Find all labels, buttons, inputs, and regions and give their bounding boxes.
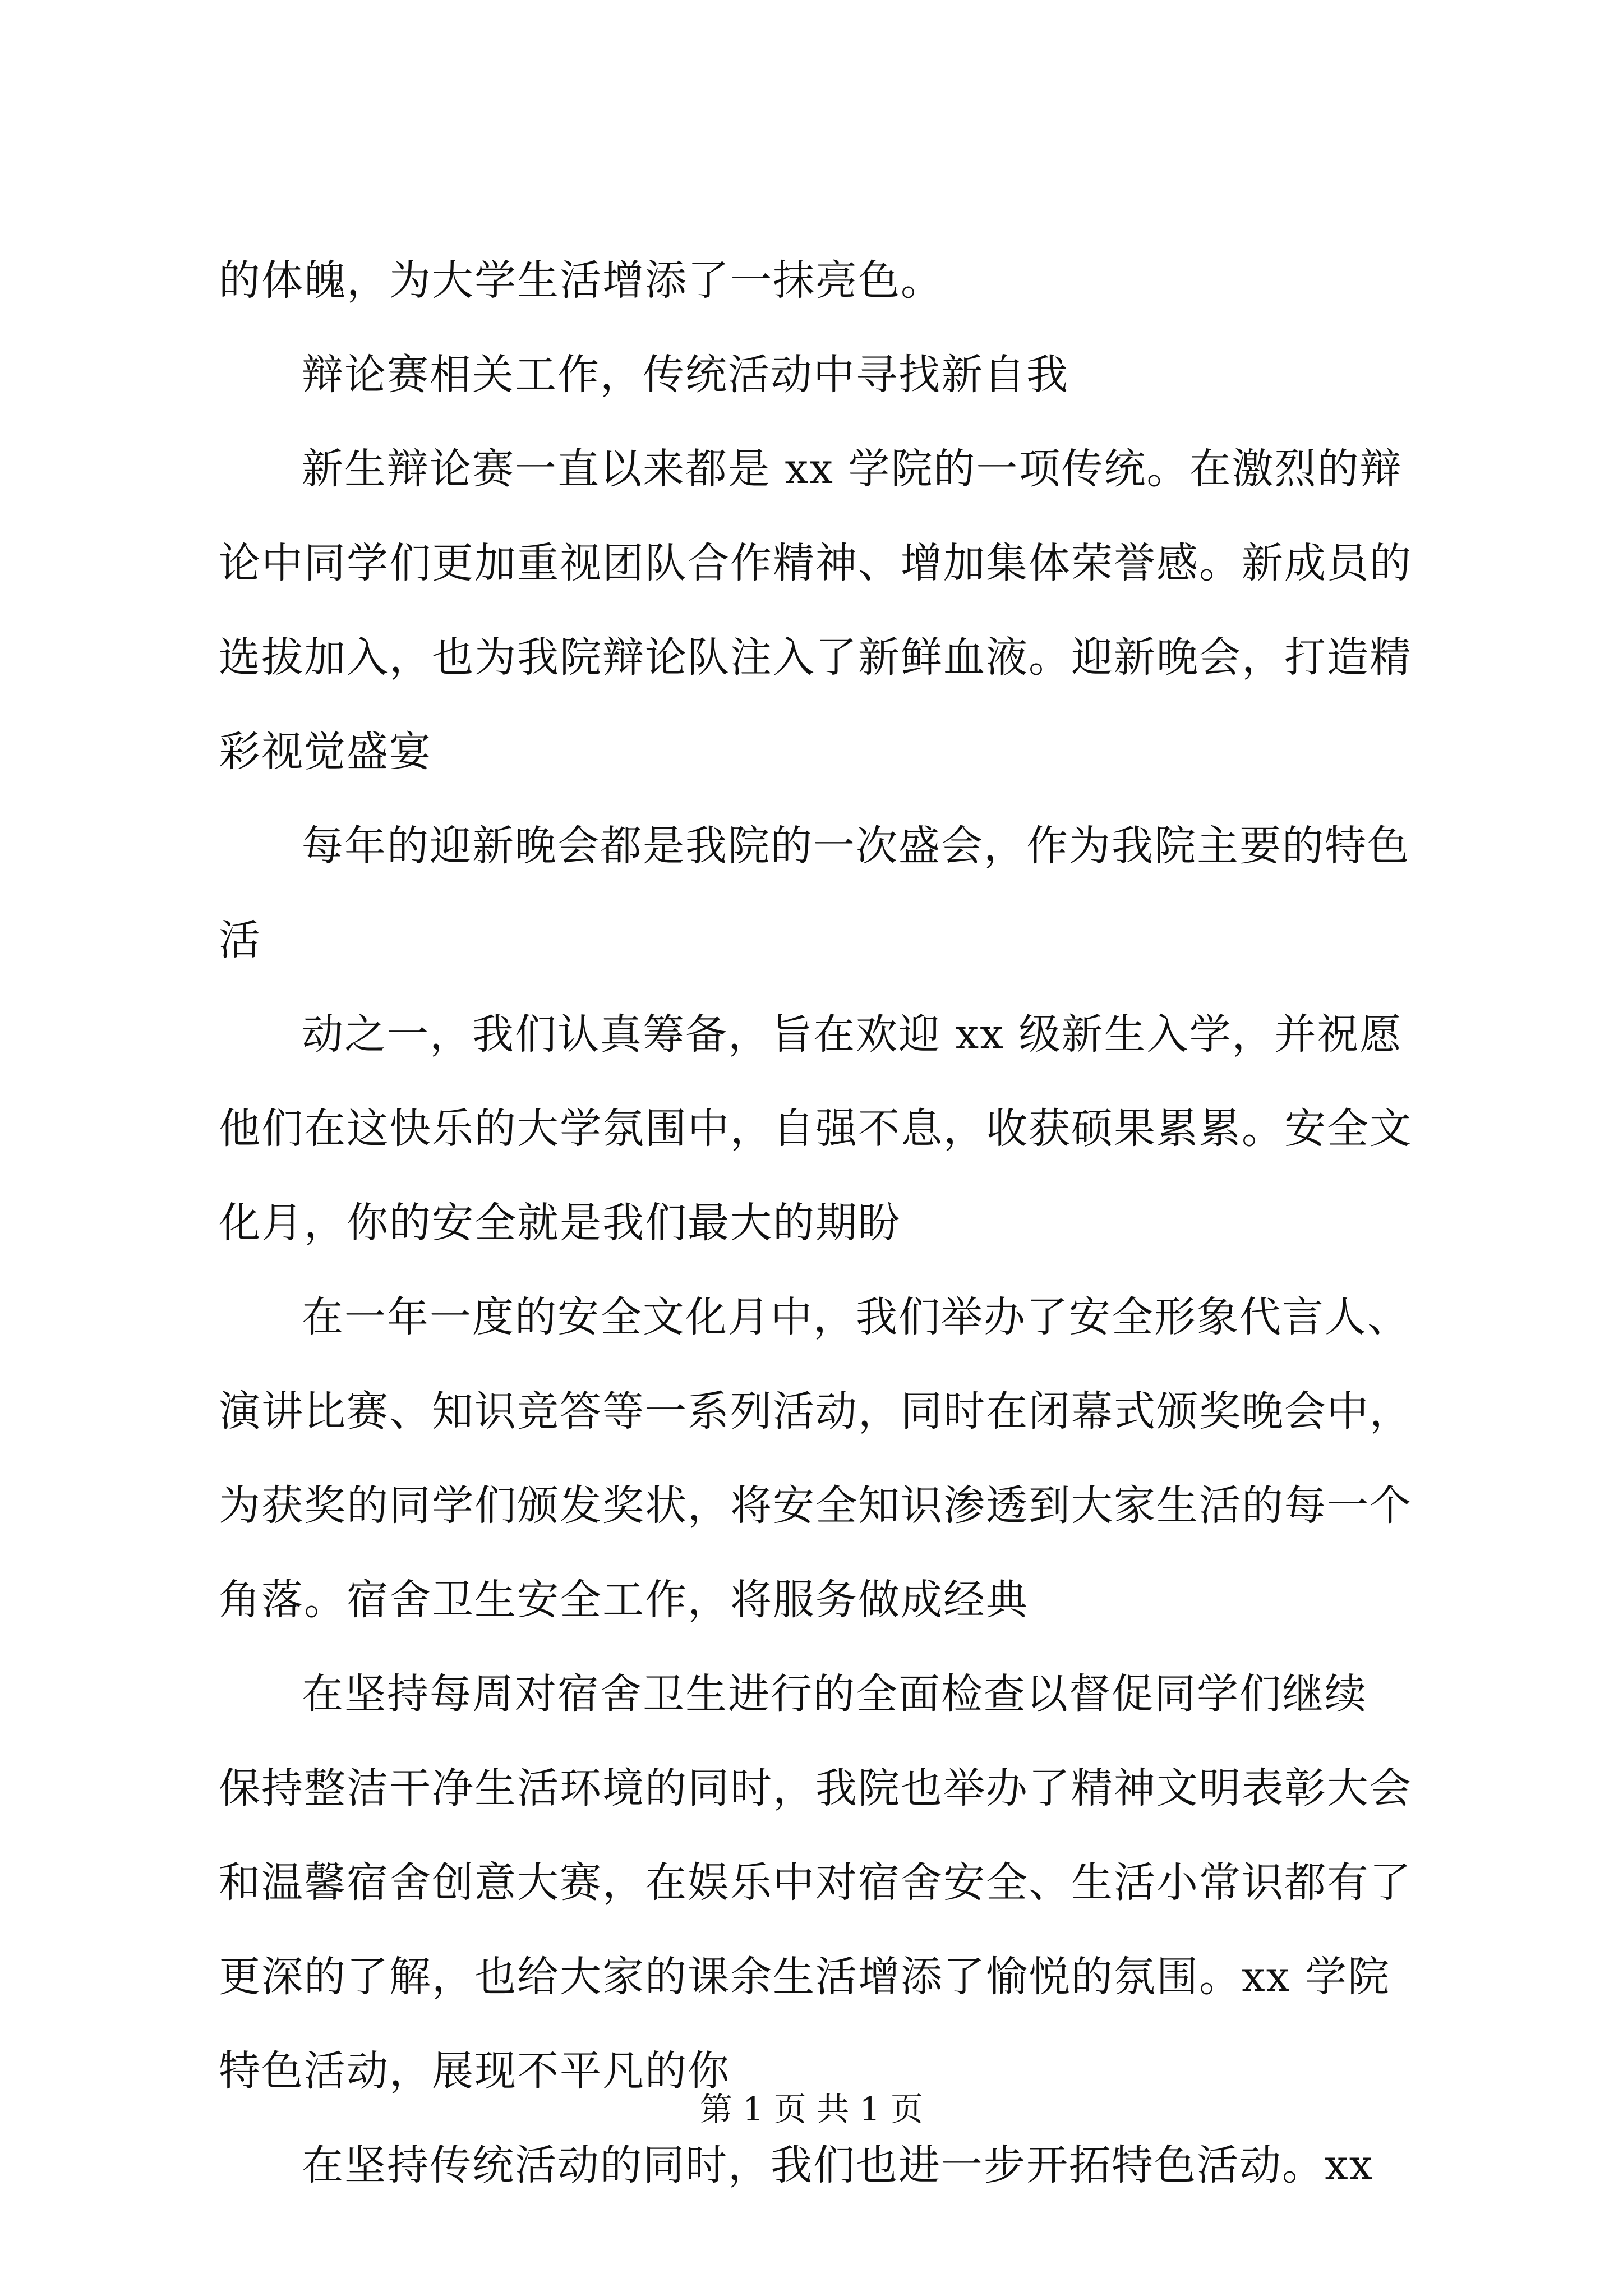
body-line: 活 [219, 916, 261, 964]
body-line: 更深的了解，也给大家的课余生活增添了愉悦的氛围。xx 学院 [219, 1953, 1390, 2001]
body-line: 在一年一度的安全文化月中，我们举办了安全形象代言人、 [302, 1293, 1410, 1341]
section-heading-debate: 辩论赛相关工作，传统活动中寻找新自我 [302, 351, 1069, 399]
body-line: 在坚持每周对宿舍卫生进行的全面检查以督促同学们继续 [302, 1670, 1367, 1718]
body-line: 在坚持传统活动的同时，我们也进一步开拓特色活动。xx [302, 2141, 1374, 2189]
body-line: 和温馨宿舍创意大赛，在娱乐中对宿舍安全、生活小常识都有了 [219, 1858, 1412, 1907]
body-line: 为获奖的同学们颁发奖状，将安全知识渗透到大家生活的每一个 [219, 1481, 1412, 1530]
body-line: 彩视觉盛宴 [219, 728, 432, 776]
body-line: 论中同学们更加重视团队合作精神、增加集体荣誉感。新成员的 [219, 539, 1412, 587]
body-line: 动之一，我们认真筹备，旨在欢迎 xx 级新生入学，并祝愿 [302, 1010, 1403, 1059]
page-number-footer: 第 1 页 共 1 页 [700, 2090, 923, 2128]
body-line: 的体魄，为大学生活增添了一抹亮色。 [219, 256, 943, 305]
body-line: 新生辩论赛一直以来都是 xx 学院的一项传统。在激烈的辩 [302, 445, 1403, 493]
body-line: 演讲比赛、知识竞答等一系列活动，同时在闭幕式颁奖晚会中， [219, 1387, 1412, 1435]
body-line: 角落。宿舍卫生安全工作，将服务做成经典 [219, 1576, 1029, 1624]
body-line: 他们在这快乐的大学氛围中，自强不息，收获硕果累累。安全文 [219, 1105, 1412, 1153]
body-line: 保持整洁干净生活环境的同时，我院也举办了精神文明表彰大会 [219, 1764, 1412, 1812]
body-line: 化月，你的安全就是我们最大的期盼 [219, 1199, 901, 1247]
body-line: 选拔加入，也为我院辩论队注入了新鲜血液。迎新晚会，打造精 [219, 633, 1412, 682]
body-line: 特色活动，展现不平凡的你 [219, 2047, 730, 2095]
body-line: 每年的迎新晚会都是我院的一次盛会，作为我院主要的特色 [302, 822, 1410, 870]
